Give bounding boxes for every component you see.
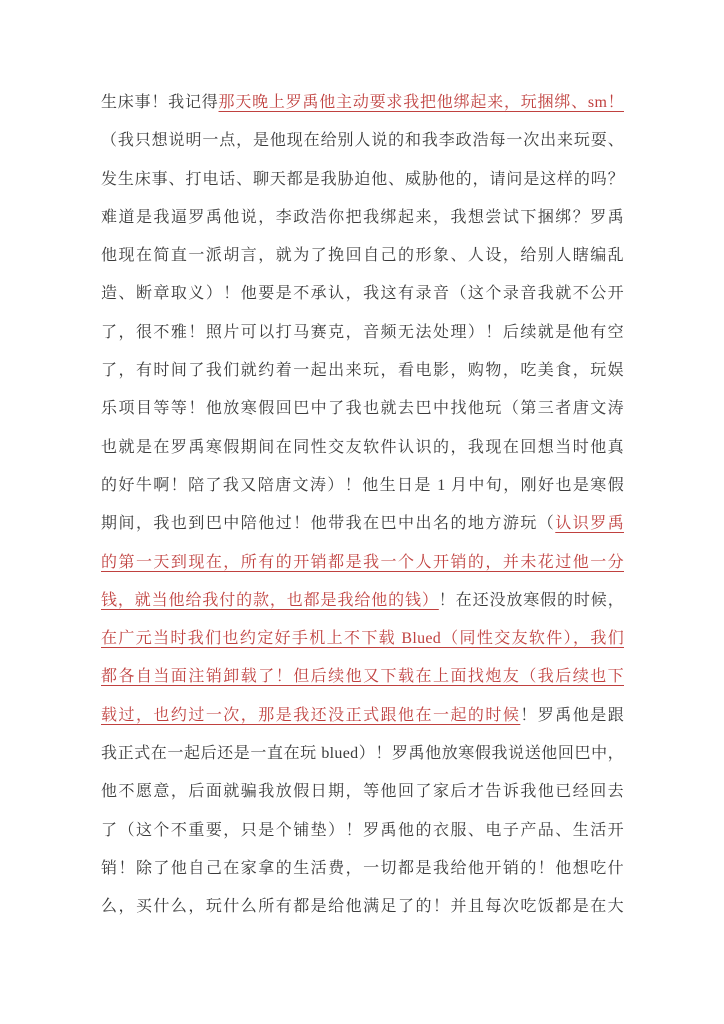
- text-line: [101, 735, 624, 773]
- text-line: [101, 544, 624, 582]
- text-segment: 期间，我也到巴中陪他过！他带我在巴中出名的地方游玩（: [101, 515, 556, 533]
- text-line: [101, 467, 624, 505]
- highlighted-text-segment: 钱，就当他给我付的款，也都是我给他的钱）: [101, 591, 439, 609]
- text-segment: 了，很不雅！照片可以打马赛克，音频无法处理）！后续就是他有空: [101, 323, 624, 341]
- text-segment: 发生床事、打电话、聊天都是我胁迫他、威胁他的，请问是这样的吗？: [101, 170, 624, 188]
- text-line: [101, 390, 624, 428]
- text-segment: 么，买什么，玩什么所有都是给他满足了的！并且每次吃饭都是在大: [101, 898, 624, 916]
- text-line: [101, 429, 624, 467]
- text-line: [101, 888, 624, 926]
- text-line: [101, 620, 624, 658]
- text-segment: 难道是我逼罗禹他说，李政浩你把我绑起来，我想尝试下捆绑？罗禹: [101, 208, 624, 226]
- text-segment: ！罗禹他是跟: [520, 706, 624, 724]
- text-line: [101, 237, 624, 275]
- text-line: [101, 84, 624, 122]
- text-line: [101, 352, 624, 390]
- highlighted-text-segment: 的第一天到现在，所有的开销都是我一个人开销的，并未花过他一分: [101, 553, 624, 571]
- text-segment: （我只想说明一点，是他现在给别人说的和我李政浩每一次出来玩耍、: [101, 132, 624, 150]
- text-segment: 销！除了他自己在家拿的生活费，一切都是我给他开销的！他想吃什: [101, 859, 624, 877]
- text-line: [101, 505, 624, 543]
- text-line: [101, 122, 624, 160]
- text-line: [101, 275, 624, 313]
- highlighted-text-segment: 那天晚上罗禹他主动要求我把他绑起来，玩捆绑、sm！: [218, 94, 624, 111]
- text-line: [101, 314, 624, 352]
- text-line: [101, 582, 624, 620]
- text-segment: 也就是在罗禹寒假期间在同性交友软件认识的，我现在回想当时他真: [101, 438, 624, 456]
- text-segment: 的好牛啊！陪了我又陪唐文涛）！他生日是 1 月中旬，刚好也是寒假: [101, 476, 624, 494]
- text-line: [101, 850, 624, 888]
- highlighted-text-segment: 载过，也约过一次，那是我还没正式跟他在一起的时候: [101, 706, 521, 724]
- text-segment: 他不愿意，后面就骗我放假日期，等他回了家后才告诉我他已经回去: [101, 783, 624, 801]
- text-line: [101, 812, 624, 850]
- text-line: [101, 773, 624, 811]
- text-segment: 造、断章取义）！他要是不承认，我这有录音（这个录音我就不公开: [101, 285, 624, 303]
- text-line: [101, 199, 624, 237]
- highlighted-text-segment: 都各自当面注销卸载了！但后续他又下载在上面找炮友（我后续也下: [101, 668, 624, 686]
- text-segment: 他现在简直一派胡言，就为了挽回自己的形象、人设，给别人瞎编乱: [101, 247, 624, 265]
- text-segment: 生床事！我记得: [101, 94, 219, 111]
- text-segment: 我正式在一起后还是一直在玩 blued）！罗禹他放寒假我说送他回巴中，: [101, 745, 624, 763]
- text-segment: 了，有时间了我们就约着一起出来玩，看电影，购物，吃美食，玩娱: [101, 362, 624, 380]
- text-segment: 了（这个不重要，只是个铺垫）！罗禹他的衣服、电子产品、生活开: [101, 821, 624, 839]
- text-line: [101, 697, 624, 735]
- text-segment: ！在还没放寒假的时候，: [438, 591, 624, 609]
- highlighted-text-segment: 在广元当时我们也约定好手机上不下载 Blued（同性交友软件），我们: [101, 630, 624, 648]
- highlighted-text-segment: 认识罗禹: [555, 515, 624, 533]
- text-line: [101, 161, 624, 199]
- text-segment: 乐项目等等！他放寒假回巴中了我也就去巴中找他玩（第三者唐文涛: [101, 400, 624, 418]
- text-line: [101, 658, 624, 696]
